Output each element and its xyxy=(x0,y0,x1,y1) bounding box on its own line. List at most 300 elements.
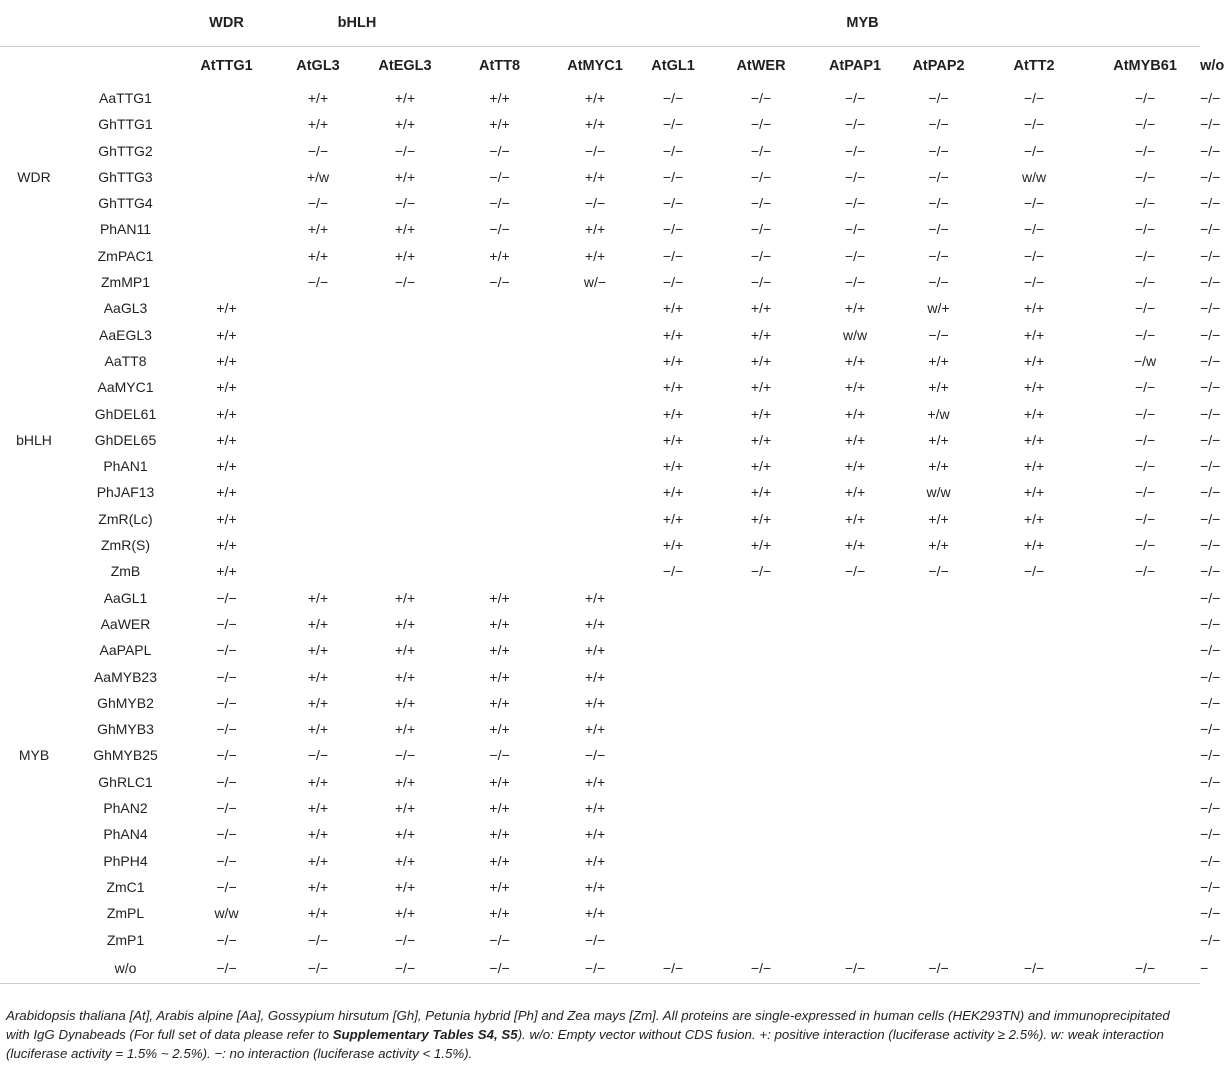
table-row: GhTTG1 +/+ +/+ +/+ +/+ −/− −/− −/− −/− −/− −/− −/− xyxy=(0,111,1200,137)
table-cell xyxy=(270,295,366,321)
table-cell: +/+ xyxy=(489,852,510,869)
column-header: AtPAP1 xyxy=(811,47,899,86)
table-cell xyxy=(811,611,899,637)
table-cell: −/− xyxy=(1023,195,1045,212)
table-cell: +/+ xyxy=(662,458,684,475)
table-cell: −/− xyxy=(270,953,366,984)
table-cell: +/+ xyxy=(662,326,684,343)
row-label: PhPH4 xyxy=(103,852,148,869)
table-cell xyxy=(811,716,899,742)
table-cell: +/+ xyxy=(489,773,510,790)
table-cell: −/− xyxy=(811,953,899,984)
row-label: GhTTG3 xyxy=(98,168,153,185)
row-group-label xyxy=(0,138,68,164)
table-cell: +/+ xyxy=(1023,510,1045,527)
column-header: AtTT8 xyxy=(444,47,555,86)
table-cell: −/− xyxy=(750,142,772,159)
table-cell: −/− xyxy=(216,800,237,817)
table-cell: −/− xyxy=(750,563,772,580)
table-cell xyxy=(1090,795,1200,821)
row-group-label xyxy=(0,821,68,847)
table-cell xyxy=(635,795,711,821)
table-cell: +/+ xyxy=(1023,326,1045,343)
row-label: ZmB xyxy=(110,563,141,580)
table-cell xyxy=(811,585,899,611)
table-cell xyxy=(711,927,811,953)
table-cell: +/+ xyxy=(750,405,772,422)
row-label: GhRLC1 xyxy=(98,773,153,790)
table-cell xyxy=(899,742,978,768)
row-group-label xyxy=(0,348,68,374)
table-cell xyxy=(635,585,711,611)
table-cell: +/+ xyxy=(1023,537,1045,554)
table-cell: +/+ xyxy=(216,484,237,501)
table-cell: +/+ xyxy=(394,905,416,922)
table-cell xyxy=(711,611,811,637)
table-cell: −/− xyxy=(489,221,510,238)
table-cell: +/+ xyxy=(489,247,510,264)
row-label: GhMYB3 xyxy=(97,721,154,738)
column-header-row: AtTTG1 AtGL3 AtEGL3 AtTT8 AtMYC1 AtGL1 AtWER AtPAP1 AtPAP2 AtTT2 AtMYB61 w/o xyxy=(0,47,1200,86)
table-cell xyxy=(711,821,811,847)
table-cell xyxy=(978,874,1090,900)
table-cell: +/+ xyxy=(307,589,329,606)
table-cell: −/− xyxy=(307,195,329,212)
table-cell: +/+ xyxy=(307,90,329,106)
table-cell: +/+ xyxy=(307,247,329,264)
table-cell xyxy=(270,506,366,532)
table-cell xyxy=(366,401,444,427)
table-cell xyxy=(978,769,1090,795)
table-cell: −/− xyxy=(216,721,237,738)
row-group-label xyxy=(0,874,68,900)
table-cell: −/− xyxy=(307,747,329,764)
table-cell: +/+ xyxy=(584,247,606,264)
row-group-label xyxy=(0,453,68,479)
table-cell xyxy=(899,585,978,611)
table-cell xyxy=(555,558,635,584)
group-header xyxy=(1090,0,1200,47)
row-label: GhMYB25 xyxy=(93,747,158,764)
table-cell xyxy=(555,506,635,532)
table-cell xyxy=(444,532,555,558)
row-label: AaMYB23 xyxy=(93,668,158,685)
table-cell xyxy=(635,742,711,768)
table-cell: +/+ xyxy=(750,326,772,343)
table-cell: −/− xyxy=(750,195,772,212)
table-cell: +/+ xyxy=(394,116,416,133)
group-header: bHLH xyxy=(337,15,377,31)
table-cell xyxy=(635,848,711,874)
table-cell: +/+ xyxy=(489,694,510,711)
row-group-label xyxy=(0,374,68,400)
table-cell: +/+ xyxy=(584,642,606,659)
table-cell: −/− xyxy=(489,168,510,185)
table-cell: +/+ xyxy=(928,379,949,396)
row-group-label: WDR xyxy=(17,168,51,185)
table-cell: −/− xyxy=(928,168,949,185)
table-cell: +/+ xyxy=(844,379,866,396)
table-cell xyxy=(555,401,635,427)
table-cell: −/− xyxy=(584,195,606,212)
row-group-label: bHLH xyxy=(16,431,52,448)
table-cell: +/+ xyxy=(1023,405,1045,422)
table-cell xyxy=(270,322,366,348)
table-cell: +/+ xyxy=(394,221,416,238)
table-cell: −/− xyxy=(1134,195,1156,212)
table-cell xyxy=(444,322,555,348)
table-cell xyxy=(811,874,899,900)
table-cell: −/− xyxy=(216,589,237,606)
table-cell: +/+ xyxy=(394,800,416,817)
row-label: GhTTG1 xyxy=(98,116,153,133)
row-label: AaEGL3 xyxy=(99,326,152,343)
table-cell xyxy=(366,532,444,558)
table-cell: −/− xyxy=(1023,142,1045,159)
row-label: ZmPAC1 xyxy=(97,247,154,264)
table-cell xyxy=(635,637,711,663)
caption-text-part1: Arabidopsis thaliana [At], Arabis alpine [Aa], Gossypium hirsutum [Gh], Petunia hybrid [Ph] and Zea mays [Zm]. All proteins are single-expressed in human cells (HEK293TN) and immunoprecipitated with IgG Dynabeads (For full set of data please refer to xyxy=(6,1008,1170,1042)
table-cell: +/+ xyxy=(216,379,237,396)
table-cell xyxy=(899,611,978,637)
table-cell xyxy=(1090,664,1200,690)
table-row: PhAN1 +/+ +/+ +/+ +/+ +/+ +/+ −/− −/− xyxy=(0,453,1200,479)
table-cell xyxy=(811,848,899,874)
row-label: ZmP1 xyxy=(106,931,145,948)
row-group-label xyxy=(0,558,68,584)
table-cell: −/− xyxy=(1090,953,1200,984)
table-cell xyxy=(811,795,899,821)
table-cell: −/− xyxy=(216,878,237,895)
table-cell: −/− xyxy=(1134,274,1156,291)
row-group-label xyxy=(0,532,68,558)
table-cell: −/− xyxy=(555,953,635,984)
table-cell xyxy=(1090,900,1200,926)
table-cell: +/+ xyxy=(844,352,866,369)
table-cell xyxy=(978,716,1090,742)
table-cell xyxy=(444,558,555,584)
row-group-label xyxy=(0,664,68,690)
table-cell: +/+ xyxy=(844,300,866,317)
table-cell xyxy=(711,848,811,874)
table-row: AaTT8 +/+ +/+ +/+ +/+ +/+ +/+ −/w −/− xyxy=(0,348,1200,374)
row-group-label xyxy=(0,690,68,716)
table-cell xyxy=(711,690,811,716)
table-cell xyxy=(555,427,635,453)
table-cell: w/w xyxy=(214,905,239,922)
table-cell: w/w xyxy=(1021,168,1047,185)
table-cell: +/+ xyxy=(307,878,329,895)
table-cell xyxy=(899,637,978,663)
table-cell: +/+ xyxy=(844,510,866,527)
table-cell: −/− xyxy=(216,615,237,632)
table-cell xyxy=(635,611,711,637)
table-cell xyxy=(1090,716,1200,742)
table-cell xyxy=(555,374,635,400)
table-cell: +/+ xyxy=(928,510,949,527)
table-cell: +/+ xyxy=(216,431,237,448)
table-cell: −/− xyxy=(307,142,329,159)
row-label: ZmR(Lc) xyxy=(98,510,153,527)
table-cell: +/+ xyxy=(489,589,510,606)
table-cell: −/− xyxy=(928,221,949,238)
header-spacer xyxy=(68,47,183,86)
table-cell xyxy=(978,848,1090,874)
table-cell xyxy=(366,479,444,505)
row-label: GhTTG2 xyxy=(98,142,153,159)
table-cell: +/+ xyxy=(584,852,606,869)
table-cell: −/− xyxy=(1134,90,1156,106)
row-group-label xyxy=(0,111,68,137)
row-group-label xyxy=(0,927,68,953)
table-cell xyxy=(183,216,270,242)
table-cell: +/+ xyxy=(394,642,416,659)
table-cell: +/+ xyxy=(584,615,606,632)
table-cell: +/+ xyxy=(307,694,329,711)
table-cell xyxy=(366,506,444,532)
table-cell: +/+ xyxy=(662,300,684,317)
table-cell xyxy=(555,532,635,558)
table-row: PhAN2 −/− +/+ +/+ +/+ +/+ −/− xyxy=(0,795,1200,821)
table-cell: −/− xyxy=(662,195,684,212)
table-cell xyxy=(444,295,555,321)
column-header: AtEGL3 xyxy=(366,47,444,86)
column-header: AtPAP2 xyxy=(899,47,978,86)
row-group-label xyxy=(0,295,68,321)
table-row: AaPAPL −/− +/+ +/+ +/+ +/+ −/− xyxy=(0,637,1200,663)
table-cell: −/− xyxy=(1134,563,1156,580)
table-cell: +/+ xyxy=(489,668,510,685)
table-cell: +/+ xyxy=(584,773,606,790)
table-cell: −/− xyxy=(844,195,866,212)
table-cell: +/w xyxy=(306,168,330,185)
table-cell: +/+ xyxy=(489,826,510,843)
table-cell: +/+ xyxy=(307,905,329,922)
table-cell: −/− xyxy=(366,953,444,984)
table-cell: −/− xyxy=(662,142,684,159)
table-cell: −/− xyxy=(844,247,866,264)
table-cell: −/− xyxy=(584,142,606,159)
table-cell: −/− xyxy=(216,931,237,948)
table-cell xyxy=(899,900,978,926)
table-cell xyxy=(1090,611,1200,637)
group-header: WDR xyxy=(209,15,244,31)
table-row: PhPH4 −/− +/+ +/+ +/+ +/+ −/− xyxy=(0,848,1200,874)
table-cell: −/− xyxy=(750,221,772,238)
table-cell xyxy=(555,453,635,479)
table-cell xyxy=(444,453,555,479)
table-cell xyxy=(1090,848,1200,874)
row-group-label xyxy=(0,85,68,111)
table-cell xyxy=(978,637,1090,663)
table-cell: +/+ xyxy=(1023,379,1045,396)
table-cell xyxy=(711,664,811,690)
table-cell xyxy=(270,453,366,479)
table-cell: w/w xyxy=(926,484,951,501)
table-cell: −/− xyxy=(394,142,416,159)
table-cell: −/w xyxy=(1133,352,1157,369)
table-cell: −/− xyxy=(750,168,772,185)
table-cell: −/− xyxy=(394,931,416,948)
row-label: ZmPL xyxy=(106,905,145,922)
table-cell xyxy=(270,401,366,427)
table-cell: +/+ xyxy=(216,326,237,343)
table-cell: −/− xyxy=(584,931,606,948)
table-cell: +/+ xyxy=(844,431,866,448)
table-cell xyxy=(444,479,555,505)
table-cell: −/− xyxy=(1134,379,1156,396)
table-cell: +/+ xyxy=(750,379,772,396)
table-cell xyxy=(811,664,899,690)
table-cell xyxy=(1090,690,1200,716)
table-cell xyxy=(711,637,811,663)
table-cell: −/− xyxy=(750,116,772,133)
table-caption xyxy=(6,1006,1192,1063)
table-cell: +/+ xyxy=(662,537,684,554)
table-cell: +/+ xyxy=(307,721,329,738)
table-cell: +/+ xyxy=(216,510,237,527)
table-cell xyxy=(183,111,270,137)
table-cell xyxy=(366,558,444,584)
table-cell: +/+ xyxy=(394,247,416,264)
table-cell: +/+ xyxy=(489,878,510,895)
row-label: ZmR(S) xyxy=(101,537,150,554)
table-cell: +/+ xyxy=(750,458,772,475)
row-label: GhDEL65 xyxy=(94,431,157,448)
table-row: GhMYB3 −/− +/+ +/+ +/+ +/+ −/− xyxy=(0,716,1200,742)
table-cell: +/+ xyxy=(584,668,606,685)
table-cell xyxy=(711,716,811,742)
table-cell: −/− xyxy=(978,953,1090,984)
table-cell: +/+ xyxy=(307,852,329,869)
table-cell: +/+ xyxy=(394,852,416,869)
table-cell xyxy=(899,690,978,716)
caption-text-part2: ). w/o: Empty vector without CDS fusion. +: positive interaction (luciferase activity ≥ 2.5%). w: weak interaction (luciferase activity = 1.5% ~ 2.5%). −: no interaction (luciferase activity < 1.5%). xyxy=(6,1027,1164,1061)
table-cell: −/− xyxy=(1023,116,1045,133)
table-cell xyxy=(978,821,1090,847)
table-cell: +/+ xyxy=(307,773,329,790)
row-group-label xyxy=(0,243,68,269)
table-cell xyxy=(270,479,366,505)
table-cell: +/+ xyxy=(844,484,866,501)
table-cell: −/− xyxy=(1023,274,1045,291)
table-cell: +/+ xyxy=(489,642,510,659)
table-cell xyxy=(811,927,899,953)
table-cell xyxy=(183,164,270,190)
table-cell: +/+ xyxy=(750,484,772,501)
table-row: WDR GhTTG3 +/w +/+ −/− +/+ −/− −/− −/− −/− w/w −/− −/− xyxy=(0,164,1200,190)
table-cell: +/+ xyxy=(584,90,606,106)
table-cell xyxy=(270,374,366,400)
table-cell xyxy=(811,769,899,795)
table-cell xyxy=(711,585,811,611)
row-label: AaWER xyxy=(100,615,151,632)
table-row: GhDEL61 +/+ +/+ +/+ +/+ +/w +/+ −/− −/− xyxy=(0,401,1200,427)
table-cell xyxy=(366,348,444,374)
table-cell xyxy=(1090,927,1200,953)
table-cell: −/− xyxy=(844,116,866,133)
table-cell xyxy=(899,821,978,847)
table-cell xyxy=(899,716,978,742)
table-cell xyxy=(183,85,270,111)
row-label: ZmMP1 xyxy=(101,274,150,291)
table-header xyxy=(0,0,1224,85)
table-cell xyxy=(444,401,555,427)
table-cell: −/− xyxy=(489,195,510,212)
table-cell xyxy=(811,637,899,663)
group-header xyxy=(0,0,183,47)
table-cell xyxy=(444,374,555,400)
table-cell: +/+ xyxy=(584,589,606,606)
table-row: ZmPAC1 +/+ +/+ +/+ +/+ −/− −/− −/− −/− −/− −/− −/− xyxy=(0,243,1200,269)
table-cell: +/+ xyxy=(216,300,237,317)
table-row: GhRLC1 −/− +/+ +/+ +/+ +/+ −/− xyxy=(0,769,1200,795)
table-cell: −/− xyxy=(489,274,510,291)
column-header: AtMYB61 xyxy=(1090,47,1200,86)
row-group-label xyxy=(0,506,68,532)
table-cell xyxy=(270,348,366,374)
table-cell: −/− xyxy=(928,563,949,580)
table-cell: −/− xyxy=(183,953,270,984)
table-cell: −/− xyxy=(1134,458,1156,475)
row-group-label xyxy=(0,479,68,505)
table-cell xyxy=(444,427,555,453)
table-body xyxy=(0,85,1221,983)
table-cell: +/+ xyxy=(844,458,866,475)
table-cell: −/− xyxy=(1134,300,1156,317)
row-group-label xyxy=(0,216,68,242)
table-cell: +/+ xyxy=(928,431,949,448)
table-cell: +/+ xyxy=(216,405,237,422)
table-cell xyxy=(366,453,444,479)
table-cell: +/+ xyxy=(662,379,684,396)
table-cell: −/− xyxy=(662,563,684,580)
table-cell xyxy=(366,322,444,348)
row-group-label xyxy=(0,953,68,984)
table-cell xyxy=(1090,821,1200,847)
table-cell xyxy=(635,874,711,900)
table-cell: −/− xyxy=(1023,90,1045,106)
table-cell xyxy=(811,900,899,926)
row-label: PhAN2 xyxy=(103,800,148,817)
table-cell: +/+ xyxy=(394,589,416,606)
table-cell xyxy=(978,742,1090,768)
table-cell: −/− xyxy=(216,668,237,685)
table-cell: −/− xyxy=(1134,431,1156,448)
column-header: AtGL3 xyxy=(270,47,366,86)
table-cell: −/− xyxy=(844,221,866,238)
table-cell: −/− xyxy=(711,953,811,984)
table-cell: −/− xyxy=(662,247,684,264)
table-cell: −/− xyxy=(635,953,711,984)
table-cell xyxy=(978,900,1090,926)
table-cell: +/+ xyxy=(584,905,606,922)
table-cell: +/+ xyxy=(584,878,606,895)
table-cell: −/− xyxy=(844,274,866,291)
table-cell: +/+ xyxy=(307,826,329,843)
table-cell: −/− xyxy=(844,168,866,185)
row-label: AaPAPL xyxy=(99,642,152,659)
table-cell: +/+ xyxy=(489,615,510,632)
row-group-label xyxy=(0,401,68,427)
table-cell xyxy=(711,742,811,768)
table-cell xyxy=(635,769,711,795)
table-cell xyxy=(555,479,635,505)
table-cell: −/− xyxy=(1134,221,1156,238)
table-cell xyxy=(183,190,270,216)
table-cell xyxy=(444,506,555,532)
table-cell: +/+ xyxy=(928,537,949,554)
